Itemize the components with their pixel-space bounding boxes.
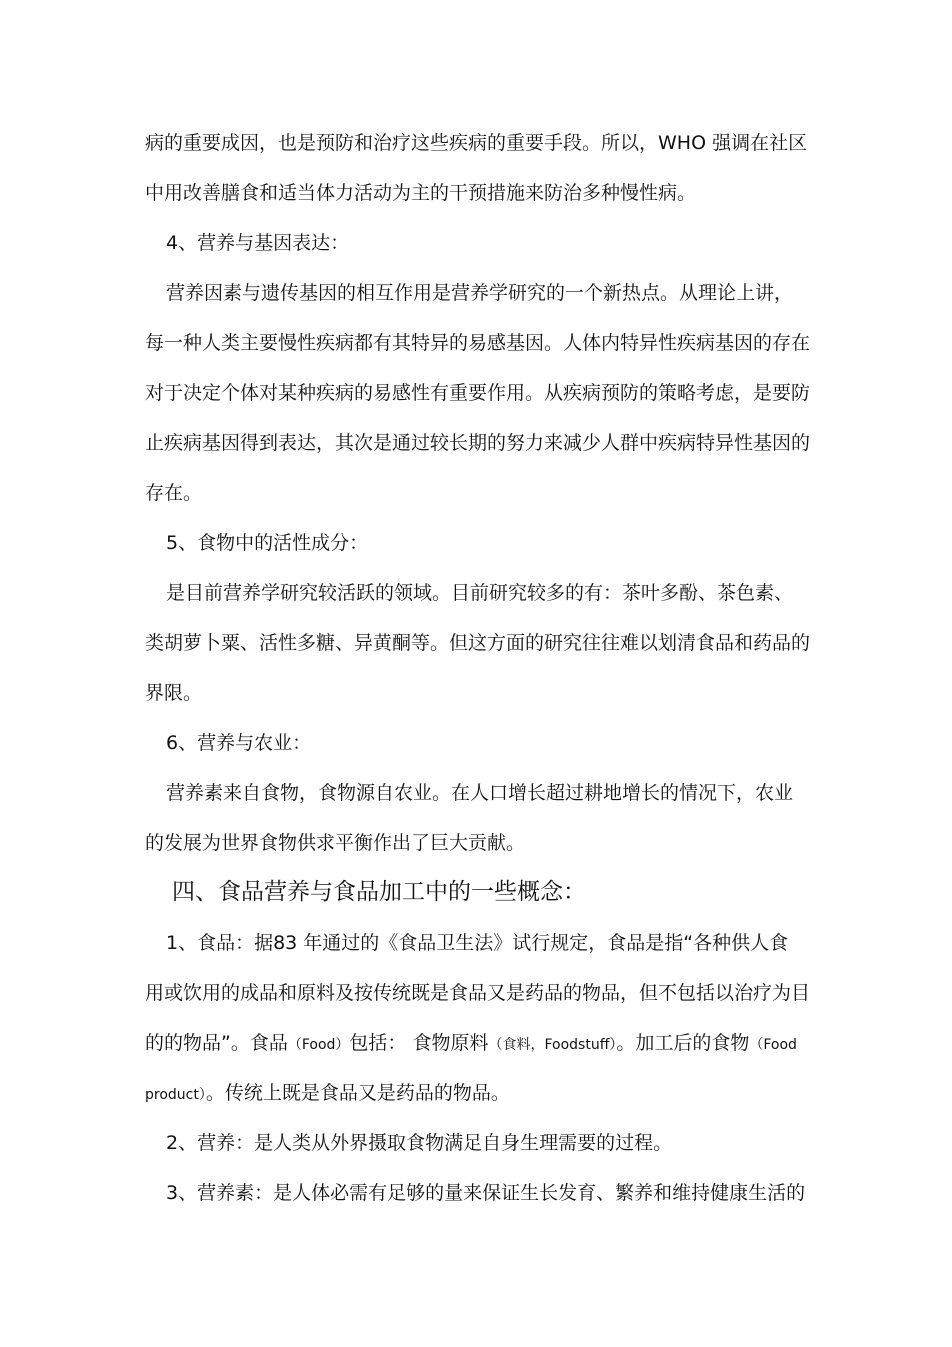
text-run: 。传统上既是食品又是药品的物品。 (205, 1082, 510, 1104)
subsection-heading: 5、食物中的活性成分： (166, 532, 369, 554)
paragraph-line: 中用改善膳食和适当体力活动为主的干预措施来防治多种慢性病。 (145, 182, 697, 204)
paragraph-line: 止疾病基因得到表达，其次是通过较长期的努力来减少人群中疾病特异性基因的 (145, 432, 811, 454)
paragraph-line: 类胡萝卜粟、活性多糖、异黄酮等。但这方面的研究往往难以划清食品和药品的 (145, 632, 811, 654)
paragraph-line: 的发展为世界食物供求平衡作出了巨大贡献。 (145, 832, 526, 854)
text-run-small: （Food (749, 1037, 797, 1053)
text-run: 的的物品”。食品 (145, 1032, 288, 1054)
paragraph-line: 存在。 (145, 482, 203, 504)
text-run-small: product） (145, 1087, 206, 1103)
paragraph-line: 营养因素与遗传基因的相互作用是营养学研究的一个新热点。从理论上讲， (166, 282, 794, 304)
text-run: 包括： 食物原料 (349, 1032, 489, 1054)
nutrition-definition: 2、营养：是人类从外界摄取食物满足自身生理需要的过程。 (166, 1132, 673, 1154)
food-definition-line (145, 1081, 825, 1107)
subsection-heading: 6、营养与农业： (166, 732, 312, 754)
nutrient-definition: 3、营养素：是人体必需有足够的量来保证生长发育、繁养和维持健康生活的 (166, 1182, 806, 1204)
paragraph-line: 对于决定个体对某种疾病的易感性有重要作用。从疾病预防的策略考虑，是要防 (145, 382, 811, 404)
food-definition-line: 1、食品：据83 年通过的《食品卫生法》试行规定，食品是指“各种供人食 (166, 932, 789, 954)
paragraph-line: 界限。 (145, 682, 203, 704)
paragraph-line: 每一种人类主要慢性疾病都有其特异的易感基因。人体内特异性疾病基因的存在 (145, 332, 811, 354)
text-run-small: （食料，Foodstuff） (488, 1037, 617, 1053)
food-definition-line: 用或饮用的成品和原料及按传统既是食品又是药品的物品，但不包括以治疗为目 (145, 982, 811, 1004)
text-run: 。加工后的食物 (616, 1032, 750, 1054)
subsection-heading: 4、营养与基因表达： (166, 232, 350, 254)
text-run-small: （Food） (287, 1037, 350, 1053)
paragraph-line: 是目前营养学研究较活跃的领域。目前研究较多的有：茶叶多酚、茶色素、 (166, 582, 794, 604)
paragraph-line: 病的重要成因，也是预防和治疗这些疾病的重要手段。所以，WHO 强调在社区 (145, 132, 808, 154)
paragraph-line: 营养素来自食物，食物源自农业。在人口增长超过耕地增长的情况下，农业 (166, 782, 794, 804)
food-definition-line (145, 1031, 825, 1057)
section-heading: 四、食品营养与食品加工中的一些概念： (172, 879, 586, 905)
